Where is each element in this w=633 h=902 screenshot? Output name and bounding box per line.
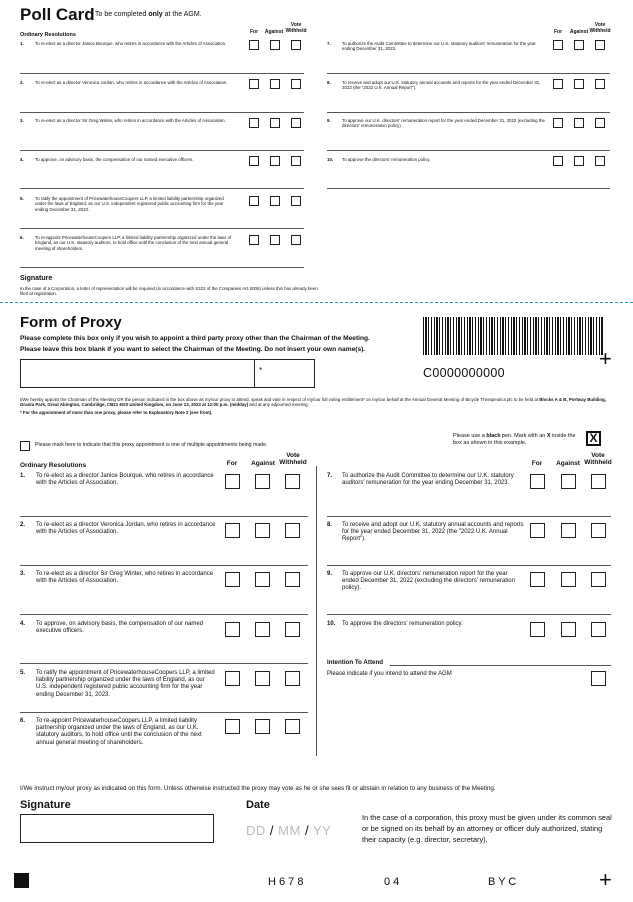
corporation-note: In the case of a corporation, this proxy must be given under its common seal or be signed on its behalf by an attorney or officer duly authorized, stating their capacity (e.g. director, secretary).: [362, 813, 612, 844]
proxy-7-against-checkbox[interactable]: [561, 474, 576, 489]
poll-10-withheld-checkbox[interactable]: [595, 156, 605, 166]
proxy-2-for-checkbox[interactable]: [225, 523, 240, 538]
poll-1-for-checkbox[interactable]: [249, 40, 259, 50]
intention-title: Intention To Attend: [327, 659, 384, 666]
poll-4-for-checkbox[interactable]: [249, 156, 259, 166]
poll-col-for: For: [249, 29, 259, 35]
proxy-3-for-checkbox[interactable]: [225, 572, 240, 587]
poll-7-for-checkbox[interactable]: [553, 40, 563, 50]
proxy-4-withheld-checkbox[interactable]: [285, 622, 300, 637]
proxy-col-withheld-right: Vote Withheld: [584, 452, 612, 466]
proxy-name-divider: [254, 359, 255, 388]
plus-mark-bottom: +: [599, 867, 612, 892]
proxy-5-withheld-checkbox[interactable]: [285, 671, 300, 686]
proxy-title: Form of Proxy: [20, 314, 122, 331]
poll-6-withheld-checkbox[interactable]: [291, 235, 301, 245]
poll-ordinary-resolutions-heading: Ordinary Resolutions: [20, 32, 76, 38]
proxy-col-against: Against: [251, 460, 275, 467]
proxy-7-withheld-checkbox[interactable]: [591, 474, 606, 489]
poll-4-withheld-checkbox[interactable]: [291, 156, 301, 166]
footer-code-1: H 6 7 8: [268, 876, 304, 888]
proxy-5-for-checkbox[interactable]: [225, 671, 240, 686]
pen-instruction: Please use a black pen. Mark with an X inside the box as shown in this example.: [453, 433, 576, 446]
poll-10-against-checkbox[interactable]: [574, 156, 584, 166]
proxy-7-for-checkbox[interactable]: [530, 474, 545, 489]
poll-7-withheld-checkbox[interactable]: [595, 40, 605, 50]
example-x-box: X: [586, 431, 601, 446]
poll-col-against-right: Against: [569, 29, 589, 35]
poll-1-withheld-checkbox[interactable]: [291, 40, 301, 50]
signature-label: Signature: [20, 799, 71, 811]
proxy-8-for-checkbox[interactable]: [530, 523, 545, 538]
poll-5-withheld-checkbox[interactable]: [291, 196, 301, 206]
proxy-instruction-2: Please leave this box blank if you want to select the Chairman of the Meeting. Do not insert your own name(s).: [20, 346, 366, 353]
proxy-1-withheld-checkbox[interactable]: [285, 474, 300, 489]
proxy-9-against-checkbox[interactable]: [561, 572, 576, 587]
footer-code-3: B Y C: [488, 876, 517, 888]
poll-6-for-checkbox[interactable]: [249, 235, 259, 245]
poll-5-for-checkbox[interactable]: [249, 196, 259, 206]
plus-mark-top: +: [599, 346, 612, 371]
proxy-footnote: * For the appointment of more than one proxy, please refer to Explanatory Note 2 (see front).: [20, 410, 213, 415]
poll-3-against-checkbox[interactable]: [270, 118, 280, 128]
cut-line: [0, 302, 633, 303]
proxy-4-for-checkbox[interactable]: [225, 622, 240, 637]
proxy-ordinary-resolutions-heading: Ordinary Resolutions: [20, 462, 87, 469]
footer-square: [14, 873, 29, 888]
poll-2-withheld-checkbox[interactable]: [291, 79, 301, 89]
proxy-reference: C0000000000: [423, 366, 505, 380]
multiple-appointments-checkbox[interactable]: [20, 441, 30, 451]
proxy-8-withheld-checkbox[interactable]: [591, 523, 606, 538]
proxy-instruction-1: Please complete this box only if you wish to appoint a third party proxy other than the Chairman of the Meeting.: [20, 335, 370, 342]
poll-7-against-checkbox[interactable]: [574, 40, 584, 50]
poll-5-against-checkbox[interactable]: [270, 196, 280, 206]
poll-1-against-checkbox[interactable]: [270, 40, 280, 50]
proxy-10-for-checkbox[interactable]: [530, 622, 545, 637]
proxy-9-withheld-checkbox[interactable]: [591, 572, 606, 587]
proxy-appoint-text: I/We hereby appoint the Chairman of the Meeting OR the person indicated in the box above as my/our proxy to attend, speak and vote in respect of my/our full voting entitlement* on my/our behalf at the Annual General Meeting of Bicycle Therapeutics plc to be held at Blocks A & B, Portway Building, Granta Park, Great Abington, Cambridge, CB21 6GS United Kingdom, on June 13, 2023 at 12:00 p.m. (midday) and at any adjourned meeting.: [20, 397, 606, 408]
poll-col-against: Against: [264, 29, 284, 35]
proxy-name-input[interactable]: [20, 359, 315, 388]
proxy-column-divider: [316, 466, 317, 756]
proxy-10-withheld-checkbox[interactable]: [591, 622, 606, 637]
poll-4-against-checkbox[interactable]: [270, 156, 280, 166]
poll-6-against-checkbox[interactable]: [270, 235, 280, 245]
poll-2-against-checkbox[interactable]: [270, 79, 280, 89]
proxy-col-against-right: Against: [556, 460, 580, 467]
intention-checkbox[interactable]: [591, 671, 606, 686]
poll-3-for-checkbox[interactable]: [249, 118, 259, 128]
proxy-1-for-checkbox[interactable]: [225, 474, 240, 489]
date-input[interactable]: DD / MM / YY: [246, 823, 332, 838]
poll-8-against-checkbox[interactable]: [574, 79, 584, 89]
poll-card-subtitle: To be completed only at the AGM.: [95, 11, 202, 18]
proxy-col-for-right: For: [531, 460, 543, 467]
poll-8-withheld-checkbox[interactable]: [595, 79, 605, 89]
proxy-10-against-checkbox[interactable]: [561, 622, 576, 637]
poll-3-withheld-checkbox[interactable]: [291, 118, 301, 128]
poll-10-for-checkbox[interactable]: [553, 156, 563, 166]
poll-9-against-checkbox[interactable]: [574, 118, 584, 128]
date-label: Date: [246, 799, 270, 811]
poll-2-for-checkbox[interactable]: [249, 79, 259, 89]
signature-input[interactable]: [20, 814, 214, 843]
footer-code-2: 0 4: [384, 876, 400, 888]
proxy-6-for-checkbox[interactable]: [225, 719, 240, 734]
poll-col-withheld: Vote Withheld: [285, 22, 307, 34]
barcode: [423, 317, 603, 355]
proxy-8-against-checkbox[interactable]: [561, 523, 576, 538]
proxy-col-withheld: Vote Withheld: [279, 452, 307, 466]
multiple-appointments-label: Please mark here to indicate that this proxy appointment is one of multiple appointments being made.: [35, 442, 268, 448]
proxy-6-withheld-checkbox[interactable]: [285, 719, 300, 734]
proxy-9-for-checkbox[interactable]: [530, 572, 545, 587]
poll-9-for-checkbox[interactable]: [553, 118, 563, 128]
proxy-3-withheld-checkbox[interactable]: [285, 572, 300, 587]
proxy-box-marker: *: [259, 366, 263, 375]
poll-col-withheld-right: Vote Withheld: [589, 22, 611, 34]
proxy-col-for: For: [226, 460, 238, 467]
poll-signature-label: Signature: [20, 275, 53, 282]
poll-8-for-checkbox[interactable]: [553, 79, 563, 89]
proxy-6-against-checkbox[interactable]: [255, 719, 270, 734]
proxy-2-withheld-checkbox[interactable]: [285, 523, 300, 538]
poll-card-title: Poll Card: [20, 5, 95, 24]
proxy-5-against-checkbox[interactable]: [255, 671, 270, 686]
poll-col-for-right: For: [553, 29, 563, 35]
poll-9-withheld-checkbox[interactable]: [595, 118, 605, 128]
poll-signature-note: In the case of a Corporation, a letter of representation will be required (in accordance with S323 of the Companies Act 2006) unless this has already been filed at registration.: [20, 286, 318, 297]
proxy-3-against-checkbox[interactable]: [255, 572, 270, 587]
intention-text: Please indicate if you intend to attend the AGM: [327, 671, 452, 677]
proxy-2-against-checkbox[interactable]: [255, 523, 270, 538]
proxy-1-against-checkbox[interactable]: [255, 474, 270, 489]
proxy-instruct-text: I/We instruct my/our proxy as indicated on this form. Unless otherwise instructed the proxy may vote as he or she sees fit or abstain in relation to any business of the Meeting.: [20, 785, 496, 792]
proxy-4-against-checkbox[interactable]: [255, 622, 270, 637]
